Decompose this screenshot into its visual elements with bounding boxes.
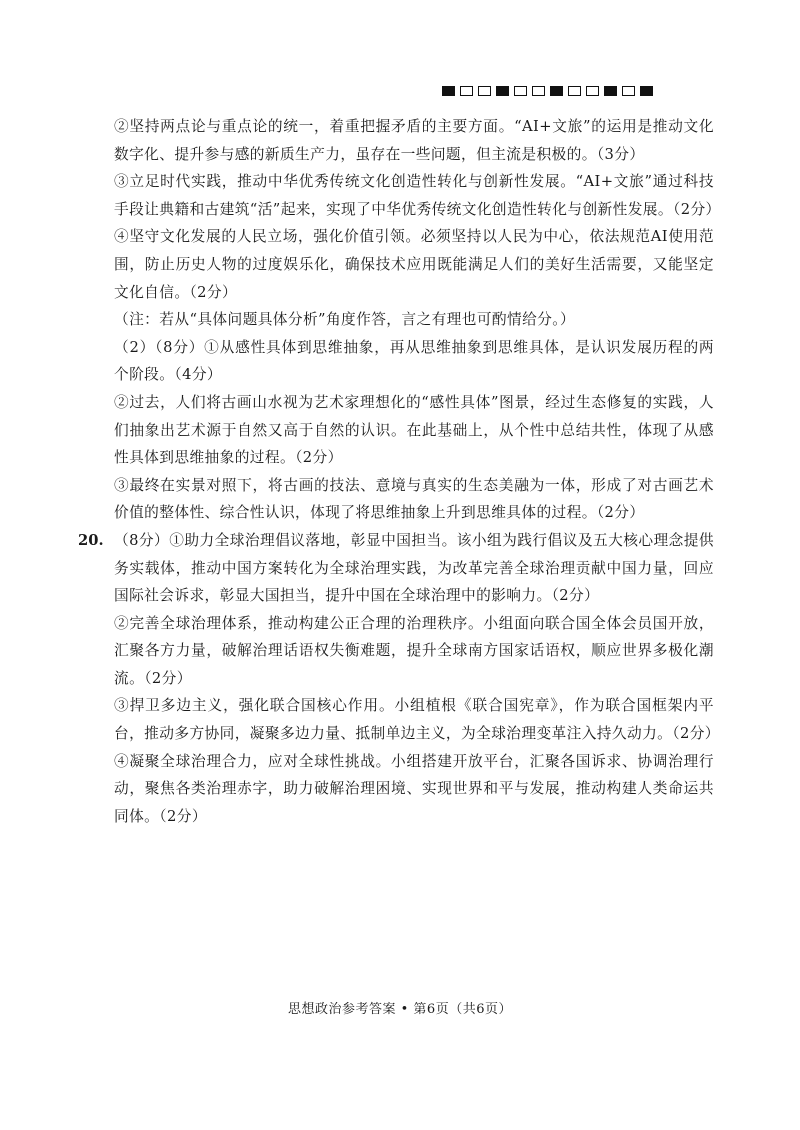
header-mark-0	[442, 86, 455, 96]
header-mark-5	[532, 86, 545, 96]
answer-paragraph: ③捍卫多边主义，强化联合国核心作用。小组植根《联合国宪章》，作为联合国框架内平台，推动多方协同，凝聚多边力量、抵制单边主义，为全球治理变革注入持久动力。（2分）	[114, 697, 720, 743]
header-mark-3	[496, 86, 509, 96]
header-mark-4	[514, 86, 527, 96]
header-mark-6	[550, 86, 563, 96]
header-mark-11	[640, 86, 653, 96]
header-mark-9	[604, 86, 617, 96]
answer-paragraph: ②完善全球治理体系，推动构建公正合理的治理秩序。小组面向联合国全体会员国开放，汇聚各方力量，破解治理话语权失衡难题，提升全球南方国家话语权，顺应世界多极化潮流。（2分）	[114, 614, 714, 687]
answer-paragraph: ④凝聚全球治理合力，应对全球性挑战。小组搭建开放平台，汇聚各国诉求、协调治理行动，聚焦各类治理赤字，助力破解治理困境、实现世界和平与发展，推动构建人类命运共同体。（2分）	[114, 752, 714, 825]
answer-paragraph: ②坚持两点论与重点论的统一，着重把握矛盾的主要方面。“AI+文旅”的运用是推动文化数字化、提升参与感的新质生产力，虽存在一些问题，但主流是积极的。（3分）	[114, 118, 714, 163]
note-paragraph: （注：若从“具体问题具体分析”角度作答，言之有理也可酌情给分。）	[114, 311, 576, 329]
answer-paragraph: ③立足时代实践，推动中华优秀传统文化创造性转化与创新性发展。“AI+文旅”通过科技手段让典籍和古建筑“活”起来，实现了中华优秀传统文化创造性转化与创新性发展。（2分）	[114, 173, 721, 218]
header-mark-10	[622, 86, 635, 96]
answer-paragraph: ②过去，人们将古画山水视为艺术家理想化的“感性具体”图景，经过生态修复的实践，人们抽象出艺术源于自然又高于自然的认识。在此基础上，从个性中总结共性，体现了从感性具体到思维抽象的过程。（2分）	[114, 393, 714, 467]
answer-paragraph: （2）（8分）①从感性具体到思维抽象，再从思维抽象到思维具体，是认识发展历程的两个阶段。（4分）	[114, 338, 714, 384]
header-mark-7	[568, 86, 581, 96]
question-20	[78, 527, 720, 831]
answer-paragraph: ④坚守文化发展的人民立场，强化价值引领。必须坚持以人民为中心，依法规范AI使用范围，防止历史人物的过度娱乐化，确保技术应用既能满足人们的美好生活需要，又能坚定文化自信。（2分）	[114, 228, 714, 301]
answer-content	[78, 113, 721, 830]
header-mark-2	[478, 86, 491, 96]
question-19-continued	[114, 113, 721, 527]
header-mark-8	[586, 86, 599, 96]
answer-paragraph: （8分）①助力全球治理倡议落地，彰显中国担当。该小组为践行倡议及五大核心理念提供务实载体，推动中国方案转化为全球治理实践，为改革完善全球治理贡献中国力量，回应国际社会诉求，彰显大国担当，提升中国在全球治理中的影响力。（2分）	[114, 531, 714, 605]
page-footer: 思想政治参考答案 • 第6页（共6页）	[288, 1002, 512, 1017]
header-marks	[442, 86, 653, 96]
question-number: 20.	[78, 531, 104, 549]
header-mark-1	[460, 86, 473, 96]
answer-paragraph: ③最终在实景对照下，将古画的技法、意境与真实的生态美融为一体，形成了对古画艺术价值的整体性、综合性认识，体现了将思维抽象上升到思维具体的过程。（2分）	[114, 476, 714, 522]
